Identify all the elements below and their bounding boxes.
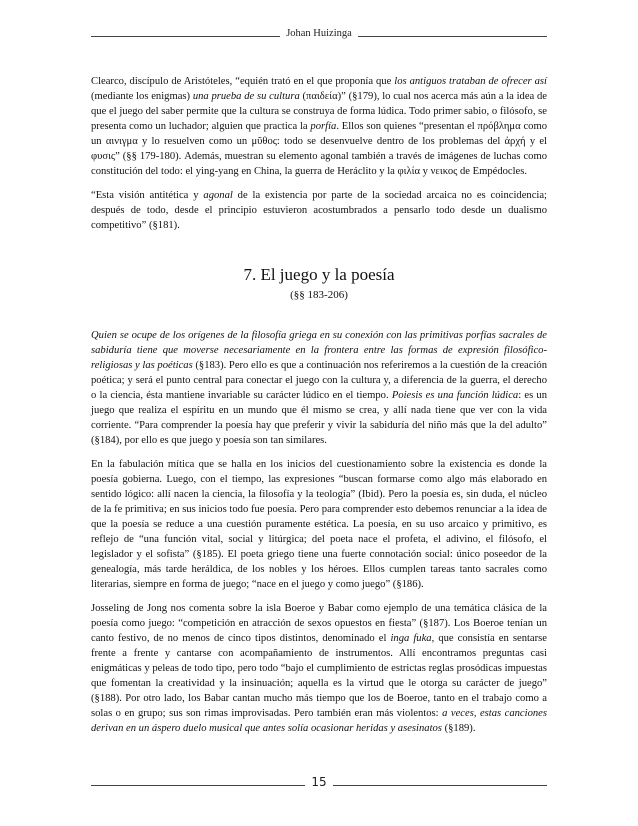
paragraph-josseling-de-jong — [91, 601, 547, 736]
italic-text-run: inga fuka — [390, 633, 432, 644]
header-author: Johan Huizinga — [286, 28, 352, 39]
text-run: de la existencia por parte de la sociedad arcaica no es coincidencia; después de todo, desde el principio estuvieron acostumbrados a pensarlo todo desde un dualismo competitivo” (§181). — [91, 190, 547, 231]
text-run: . Ellos son quienes “presentan el πρόβλημα como un αινιγμα y lo resuelven como un μῦθος: todo se desenvuelve dentro de los problemas del ἀρχή y el φυσις” (§§ 179-180). Además, muestran su elemento agonal también a través de imágenes de luchas como constitución del todo: el ying-yang en China, la guerra de Heráclito y la φιλία y νεικος de Empédocles. — [91, 121, 547, 177]
paragraph-fabulacion-mitica — [91, 457, 547, 592]
running-header — [91, 28, 547, 39]
italic-text-run: Poiesis es una función lúdica — [391, 390, 519, 401]
text-run: “Esta visión antitética y — [91, 190, 204, 201]
chapter-heading — [91, 265, 547, 302]
paragraph-origenes-filosofia — [91, 328, 547, 448]
text-run: (παιδεία)” (§179), lo cual nos acerca más aún a la idea de que el juego del saber permite que la cultura se construya de forma lúdica. Todo primer sabio, o filósofo, se presenta como un luchador; alguien que practica la — [91, 91, 547, 132]
text-run: En la fabulación mítica que se halla en los inicios del cuestionamiento sobre la existencia es donde la poesía gobierna. Luego, con el tiempo, las expresiones “buscan formarse como algo más elaborado en sentido lógico: allí nacen la ciencia, la filosofía y la teología” (Ibid). Pero la poesía es, sin duda, el núcleo de la fe primitiva; en sus inicios todo fue poesía. Pero para comprender esto debemos renunciar a la idea de que la poesía se reduce a una cuestión puramente estética. La poesía, en su uso arcaico y primitivo, es reflejo de “una función vital, social y litúrgica; del poeta nace el profeta, el adivino, el filósofo, el legislador y el sofista” (§185). El poeta griego tiene una fuerte connotación social: único poseedor de la genealogía, más tarde heráldica, de los nobles y los héroes. Ellos cumplen tareas tanto sacrales como literarias, siempre en forma de juego; “nace en el juego y como juego” (§186). — [91, 459, 547, 590]
page-footer — [91, 775, 547, 789]
text-run: (mediante los enigmas) — [91, 91, 193, 102]
header-rule-right — [358, 35, 547, 37]
italic-text-run: porfía — [310, 121, 337, 132]
text-run: Josseling de Jong nos comenta sobre la isla Boeroe y Babar como ejemplo de una temática clásica de la poesía como juego: “competición en atracción de sexos opuestos en fiesta” (§187). Los Boeroe tenían un canto festivo, de no menos de cinco tipos distintos, denominado el — [91, 603, 547, 644]
italic-text-run: una prueba de su cultura — [192, 91, 300, 102]
footer-rule-right — [333, 784, 547, 786]
italic-text-run: a veces, estas canciones derivan en un áspero duelo musical que antes solía ocasionar heridas y asesinatos — [91, 708, 547, 734]
italic-text-run: los antiguos trataban de ofrecer así — [394, 76, 547, 87]
text-run: (§189). — [441, 723, 476, 734]
text-run: , que consistía en sentarse frente a frente y cantarse con acompañamiento de instrumentos. Allí encontramos preguntas casi enigmáticas y peleas de todo tipo, pero todo “bajo el cumplimiento de estrictas reglas prosódicas impuestas que fomentan la creatividad y la insinuación; aquella es la virtud que le otorga su carácter de juego” (§188). Por otro lado, los Babar cantan mucho más tiempo que los de Boeroe, tanto en el trabajo como a solas o en grupo; sus son rimas improvisadas. Pero también eran más violentos: — [91, 633, 547, 719]
paragraph-clearco — [91, 74, 547, 179]
body-text — [91, 74, 547, 745]
text-run: Clearco, discípulo de Aristóteles, “equién trató en el que proponía que — [91, 76, 395, 87]
italic-text-run: agonal — [203, 190, 233, 201]
text-run: (§183). Pero ello es que a continuación nos referiremos a la cuestión de la creación poética; y será el punto central para conectar el juego con la cultura y, a diferencia de la guerra, el derecho o la ciencia, ésta mantiene invariable su carácter lúdico en el tiempo. — [91, 360, 547, 401]
text-run: : es un juego que realiza el espíritu en un mundo que él mismo se crea, y allí nada tiene que ver con la vida corriente. “Para comprender la poesía hay que preferir y vivir la sabiduría del niño más que la del adulto” (§184), por ello es que juego y poesía son tan similares. — [91, 390, 548, 446]
header-rule-left — [91, 35, 280, 37]
footer-rule-left — [91, 784, 305, 786]
paragraph-vision-antitetica — [91, 188, 547, 233]
italic-text-run: Quien se ocupe de los orígenes de la filosofía griega en su conexión con las primitivas porfías sacrales de sabiduría tiene que moverse necesariamente en la frontera entre las formas de expresión filosófico-religiosas y las poéticas — [91, 330, 547, 371]
page-number: 15 — [311, 775, 327, 789]
chapter-subtitle: (§§ 183-206) — [290, 289, 348, 301]
chapter-title: 7. El juego y la poesía — [243, 265, 395, 284]
